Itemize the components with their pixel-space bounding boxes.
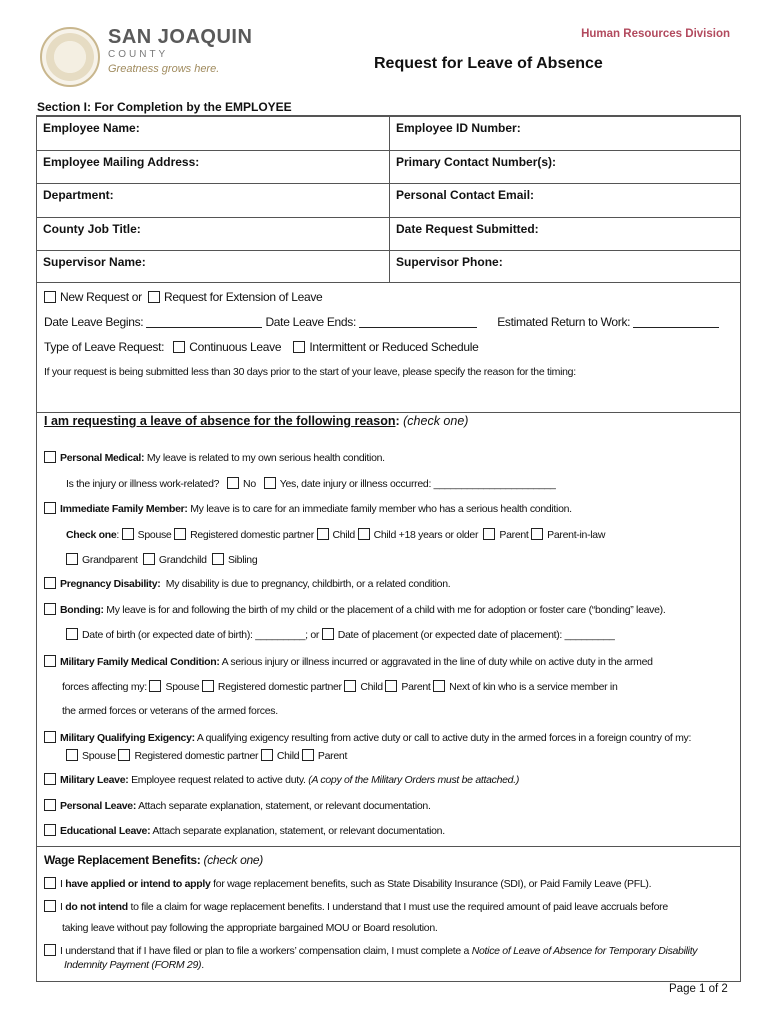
work-related-row: Is the injury or illness work-related? No Yes, date injury or illness occurred: ______________________ [66, 478, 556, 490]
family-spouse-checkbox[interactable] [122, 528, 134, 540]
intermittent-checkbox[interactable] [293, 341, 305, 353]
military-fmc-row: Military Family Medical Condition: A serious injury or illness incurred or aggravated in the line of duty while on active duty in the armed [44, 655, 653, 668]
section1-title: Section I: For Completion by the EMPLOYEE [37, 100, 292, 114]
org-county: COUNTY [108, 49, 169, 60]
personal-medical-row: Personal Medical: My leave is related to my own serious health condition. [44, 451, 385, 464]
military-leave-checkbox[interactable] [44, 773, 56, 785]
wage-option-not-intend: I do not intend to file a claim for wage replacement benefits. I understand that I must use the required amount of paid leave accruals before [44, 900, 668, 913]
employee-id-label[interactable]: Employee ID Number: [396, 121, 521, 135]
date-ends-label: Date Leave Ends: [265, 315, 357, 329]
page-number: Page 1 of 2 [669, 983, 728, 995]
org-tagline: Greatness grows here. [108, 63, 220, 75]
date-submitted-label[interactable]: Date Request Submitted: [396, 221, 539, 236]
qe-spouse-checkbox[interactable] [66, 749, 78, 761]
wage-heading: Wage Replacement Benefits: [44, 853, 201, 867]
military-fmc-line3: the armed forces or veterans of the armed forces. [62, 705, 278, 717]
job-title-label[interactable]: County Job Title: [43, 221, 141, 236]
reason-check-one: (check one) [403, 414, 469, 428]
department-label[interactable]: Department: [43, 188, 114, 203]
supervisor-name-label[interactable]: Supervisor Name: [43, 255, 146, 270]
bonding-checkbox[interactable] [44, 603, 56, 615]
date-ends-field[interactable] [359, 315, 477, 328]
bonding-birth-checkbox[interactable] [66, 628, 78, 640]
date-begins-field[interactable] [146, 315, 262, 328]
personal-leave-row: Personal Leave: Attach separate explanation, statement, or relevant documentation. [44, 799, 431, 812]
continuous-checkbox[interactable] [173, 341, 185, 353]
or-label: or [131, 290, 142, 304]
contact-email-label[interactable]: Personal Contact Email: [396, 188, 535, 203]
est-return-field[interactable] [633, 315, 719, 328]
employee-info-table [36, 115, 741, 283]
table-row [37, 183, 740, 217]
family-grandchild-checkbox[interactable] [143, 553, 155, 565]
work-related-yes-checkbox[interactable] [264, 477, 276, 489]
pregnancy-row: Pregnancy Disability: My disability is due to pregnancy, childbirth, or a related condition. [44, 577, 450, 590]
wage-option-not-intend-line2: taking leave without pay following the appropriate bargained MOU or Board resolution. [62, 922, 438, 934]
family-grandparent-checkbox[interactable] [66, 553, 78, 565]
table-row [37, 250, 740, 284]
family-member-row: Immediate Family Member: My leave is to care for an immediate family member who has a serious health condition. [44, 502, 572, 515]
family-parent-in-law-checkbox[interactable] [531, 528, 543, 540]
personal-medical-checkbox[interactable] [44, 451, 56, 463]
table-row [37, 150, 740, 184]
leave-type-row [44, 340, 479, 354]
military-fmc-checkbox[interactable] [44, 655, 56, 667]
leave-dates-row [44, 315, 734, 329]
qe-parent-checkbox[interactable] [302, 749, 314, 761]
org-name: SAN JOAQUIN [108, 26, 253, 48]
work-related-no-checkbox[interactable] [227, 477, 239, 489]
extension-checkbox[interactable] [148, 291, 160, 303]
family-options-row1: Check one: Spouse Registered domestic partner Child Child +18 years or older Parent Parent-in-law [66, 529, 606, 541]
supervisor-phone-label[interactable]: Supervisor Phone: [396, 255, 503, 270]
family-partner-checkbox[interactable] [174, 528, 186, 540]
wage-option-workers-comp: I understand that if I have filed or plan to file a workers’ compensation claim, I must complete a Notice of Leave of Absence for Temporary Disability Indemnity Payment (FORM 29). [44, 944, 738, 972]
educational-leave-row: Educational Leave: Attach separate explanation, statement, or relevant documentation. [44, 824, 445, 837]
division-label: Human Resources Division [581, 28, 730, 40]
contact-number-label[interactable]: Primary Contact Number(s): [396, 154, 557, 169]
intermittent-label: Intermittent or Reduced Schedule [309, 340, 479, 354]
wage-heading-row: Wage Replacement Benefits: (check one) [44, 853, 263, 867]
table-row [37, 116, 740, 150]
employee-name-label[interactable]: Employee Name: [43, 121, 140, 135]
county-seal-logo [40, 27, 100, 87]
family-options-row2: Grandparent Grandchild Sibling [66, 553, 257, 566]
table-row [37, 217, 740, 251]
educational-leave-checkbox[interactable] [44, 824, 56, 836]
less30-note: If your request is being submitted less than 30 days prior to the start of your leave, please specify the reason for the timing: [44, 366, 576, 378]
personal-leave-checkbox[interactable] [44, 799, 56, 811]
fmc-parent-checkbox[interactable] [385, 680, 397, 692]
wage-workers-comp-checkbox[interactable] [44, 944, 56, 956]
request-type-row [44, 290, 322, 304]
qe-partner-checkbox[interactable] [118, 749, 130, 761]
family-child18-checkbox[interactable] [358, 528, 370, 540]
extension-label: Request for Extension of Leave [163, 290, 323, 304]
family-parent-checkbox[interactable] [483, 528, 495, 540]
military-fmc-options-row: forces affecting my: Spouse Registered domestic partner Child Parent Next of kin who is a service member in [62, 681, 618, 693]
qualifying-options-row: Spouse Registered domestic partner Child Parent [66, 749, 347, 762]
fmc-next-of-kin-checkbox[interactable] [433, 680, 445, 692]
continuous-label: Continuous Leave [189, 340, 282, 354]
qualifying-exigency-checkbox[interactable] [44, 731, 56, 743]
wage-applied-checkbox[interactable] [44, 877, 56, 889]
est-return-label: Estimated Return to Work: [497, 315, 631, 329]
reason-heading: I am requesting a leave of absence for the following reason [44, 414, 396, 428]
reason-heading-row: I am requesting a leave of absence for the following reason: (check one) [44, 414, 469, 428]
new-request-checkbox[interactable] [44, 291, 56, 303]
wage-option-applied: I have applied or intend to apply for wage replacement benefits, such as State Disability Insurance (SDI), or Paid Family Leave (PFL). [44, 877, 651, 890]
form-title: Request for Leave of Absence [374, 55, 603, 72]
bonding-dates-row: Date of birth (or expected date of birth): _________; or Date of placement (or expected date of placement): _________ [66, 628, 615, 641]
pregnancy-checkbox[interactable] [44, 577, 56, 589]
new-request-label: New Request [60, 290, 129, 304]
fmc-partner-checkbox[interactable] [202, 680, 214, 692]
wage-not-intend-checkbox[interactable] [44, 900, 56, 912]
qualifying-exigency-row: Military Qualifying Exigency: A qualifying exigency resulting from active duty or call to active duty in the armed forces in a foreign country of my: [44, 731, 691, 744]
bonding-row: Bonding: My leave is for and following the birth of my child or the placement of a child with me for adoption or foster care (“bonding” leave). [44, 603, 665, 616]
fmc-spouse-checkbox[interactable] [149, 680, 161, 692]
fmc-child-checkbox[interactable] [344, 680, 356, 692]
family-member-checkbox[interactable] [44, 502, 56, 514]
family-sibling-checkbox[interactable] [212, 553, 224, 565]
qe-child-checkbox[interactable] [261, 749, 273, 761]
military-leave-row: Military Leave: Employee request related to active duty. (A copy of the Military Orders must be attached.) [44, 773, 519, 786]
leave-type-label: Type of Leave Request: [44, 340, 165, 354]
mailing-address-label[interactable]: Employee Mailing Address: [43, 154, 200, 169]
bonding-placement-checkbox[interactable] [322, 628, 334, 640]
family-child-checkbox[interactable] [317, 528, 329, 540]
date-begins-label: Date Leave Begins: [44, 315, 144, 329]
